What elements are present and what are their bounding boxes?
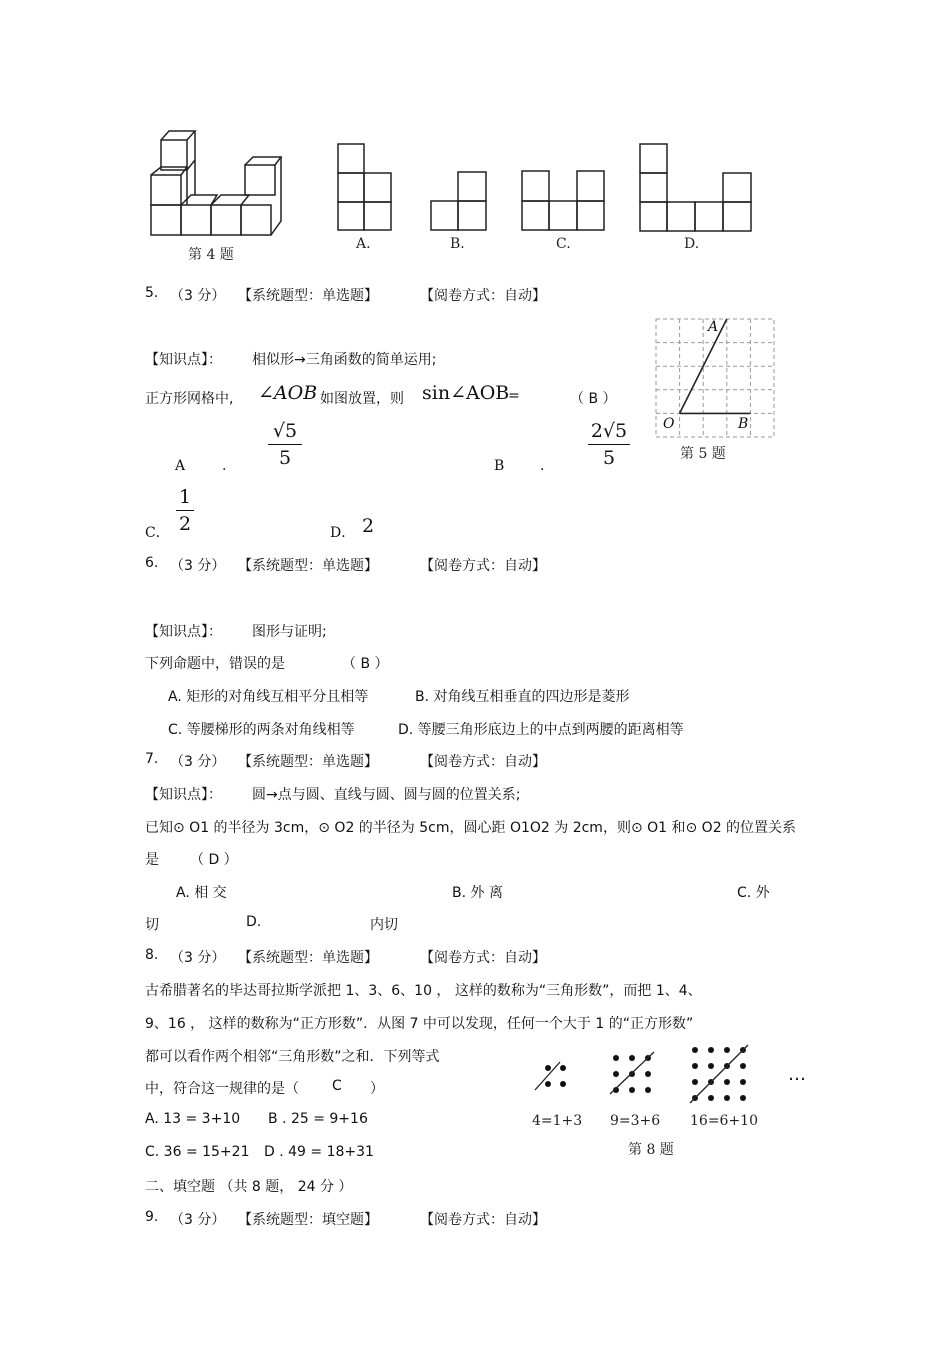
q8-header-num: 8. [145,947,159,963]
fig4-option-a-view [337,143,393,231]
q8-option-d: D . 49 = 18+31 [264,1144,374,1160]
q5-equals: = [508,388,520,404]
fig5-caption: 第 5 题 [680,446,726,462]
q7-knowledge: 圆→点与圆、直线与圆、圆与圆的位置关系; [252,787,521,803]
fig4-cube-solid [145,125,285,240]
q5-header-score: （3 分） [170,288,226,304]
q9-header-type: 【系统题型：填空题】 [238,1212,378,1228]
q7-option-d-label: D. [246,914,262,930]
q7-header-num: 7. [145,751,159,767]
q5-sin-expression: sin∠AOB [422,382,510,404]
fig4-label-c: C. [556,236,571,252]
q6-knowledge: 图形与证明; [252,624,327,640]
q5-answer: （ B ） [570,391,617,407]
q5-knowledge: 相似形→三角函数的简单运用; [252,352,437,368]
fig5-point-a: A [708,319,719,335]
q7-option-c-continued: 切 [145,917,159,933]
q7-answer: （ D ） [190,852,238,868]
q5-option-a-dot: . [222,458,227,474]
q7-header-score: （3 分） [170,754,226,770]
q5-option-a-label: A [175,458,186,474]
q7-header-grading: 【阅卷方式：自动】 [420,754,546,770]
fig5-point-o: O [663,416,675,432]
q8-close-paren: ） [370,1081,384,1097]
fig8-dot-pattern-4 [530,1060,575,1095]
q5-option-c-denominator: 2 [178,513,192,535]
q7-stem-line2: 是 [145,852,159,868]
q8-header-grading: 【阅卷方式：自动】 [420,950,546,966]
fig8-eq-16: 16=6+10 [690,1113,758,1129]
q6-option-c: C. 等腰梯形的两条对角线相等 [168,722,355,738]
q8-stem-line3: 都可以看作两个相邻“三角形数”之和．下列等式 [145,1049,440,1065]
q6-option-b: B. 对角线互相垂直的四边形是菱形 [415,689,630,705]
fig8-dot-pattern-9 [608,1050,658,1098]
q6-option-d: D. 等腰三角形底边上的中点到两腰的距离相等 [398,722,684,738]
q7-option-a: A. 相 交 [176,885,227,901]
q7-knowledge-label: 【知识点】： [145,787,222,803]
fig8-caption: 第 8 题 [628,1142,674,1158]
q6-header-score: （3 分） [170,558,226,574]
q5-option-b-label: B [494,458,505,474]
fig4-option-d-view [639,143,753,232]
fig4-option-b-view [430,171,488,231]
q8-stem-line1: 古希腊著名的毕达哥拉斯学派把 1、3、6、10 ， 这样的数称为“三角形数”，而把 1、4、 [145,983,702,999]
q6-answer: （ B ） [342,656,389,672]
fig4-caption: 第 4 题 [188,247,234,263]
fig8-eq-9: 9=3+6 [610,1113,661,1129]
q8-stem-line2: 9、16 ， 这样的数称为“正方形数”．从图 7 中可以发现，任何一个大于 1 的“正方形数” [145,1016,694,1032]
q5-stem-pre: 正方形网格中, [145,391,234,407]
q5-option-a-numerator: √5 [272,420,298,442]
q5-header-grading: 【阅卷方式：自动】 [420,288,546,304]
q5-knowledge-label: 【知识点】： [145,352,222,368]
q8-answer: C [332,1078,342,1094]
q6-knowledge-label: 【知识点】： [145,624,222,640]
fig8-dot-pattern-16 [688,1043,750,1105]
q5-option-b-numerator: 2√5 [590,420,628,442]
q5-option-d-value: 2 [362,515,375,537]
q8-header-type: 【系统题型：单选题】 [238,950,378,966]
q8-option-b: B . 25 = 9+16 [268,1111,368,1127]
q5-option-c-numerator: 1 [178,486,192,508]
q8-option-a: A. 13 = 3+10 [145,1111,241,1127]
fig8-eq-4: 4=1+3 [532,1113,583,1129]
fig4-label-a: A. [356,236,371,252]
q6-option-a: A. 矩形的对角线互相平分且相等 [168,689,369,705]
q6-header-num: 6. [145,555,159,571]
q9-header-num: 9. [145,1209,159,1225]
q5-option-b-fraction [588,420,630,469]
q8-header-score: （3 分） [170,950,226,966]
q5-option-a-fraction [268,420,302,469]
fig4-option-c-view [521,170,606,231]
q5-header-num: 5. [145,285,159,301]
q6-stem: 下列命题中，错误的是 [145,656,285,672]
section2-title: 二、填空题 （共 8 题， 24 分 ） [145,1179,353,1195]
q9-header-grading: 【阅卷方式：自动】 [420,1212,546,1228]
fig8-ellipsis: … [788,1064,806,1085]
fig4-label-b: B. [450,236,465,252]
q5-option-c-fraction [176,486,194,535]
q7-stem-line1: 已知⊙ O1 的半径为 3cm，⊙ O2 的半径为 5cm，圆心距 O1O2 为 2cm，则⊙ O1 和⊙ O2 的位置关系 [145,820,797,836]
q7-option-c: C. 外 [737,885,770,901]
q8-option-c: C. 36 = 15+21 [145,1144,250,1160]
q7-option-b: B. 外 离 [452,885,503,901]
q5-option-b-denominator: 5 [602,447,616,469]
q9-header-score: （3 分） [170,1212,226,1228]
q8-stem-line4: 中，符合这一规律的是（ [145,1081,299,1097]
q5-option-b-dot: . [540,458,545,474]
q7-option-d-text: 内切 [370,917,398,933]
q6-header-grading: 【阅卷方式：自动】 [420,558,546,574]
q7-header-type: 【系统题型：单选题】 [238,754,378,770]
fig4-label-d: D. [684,236,700,252]
q6-header-type: 【系统题型：单选题】 [238,558,378,574]
q5-stem-mid: 如图放置，则 [320,391,404,407]
q5-option-d-label: D． [330,525,356,541]
q5-option-a-denominator: 5 [278,447,292,469]
q5-option-c-label: C． [145,525,170,541]
fig5-point-b: B [738,416,749,432]
q5-header-type: 【系统题型：单选题】 [238,288,378,304]
q5-angle: ∠AOB [258,382,318,404]
